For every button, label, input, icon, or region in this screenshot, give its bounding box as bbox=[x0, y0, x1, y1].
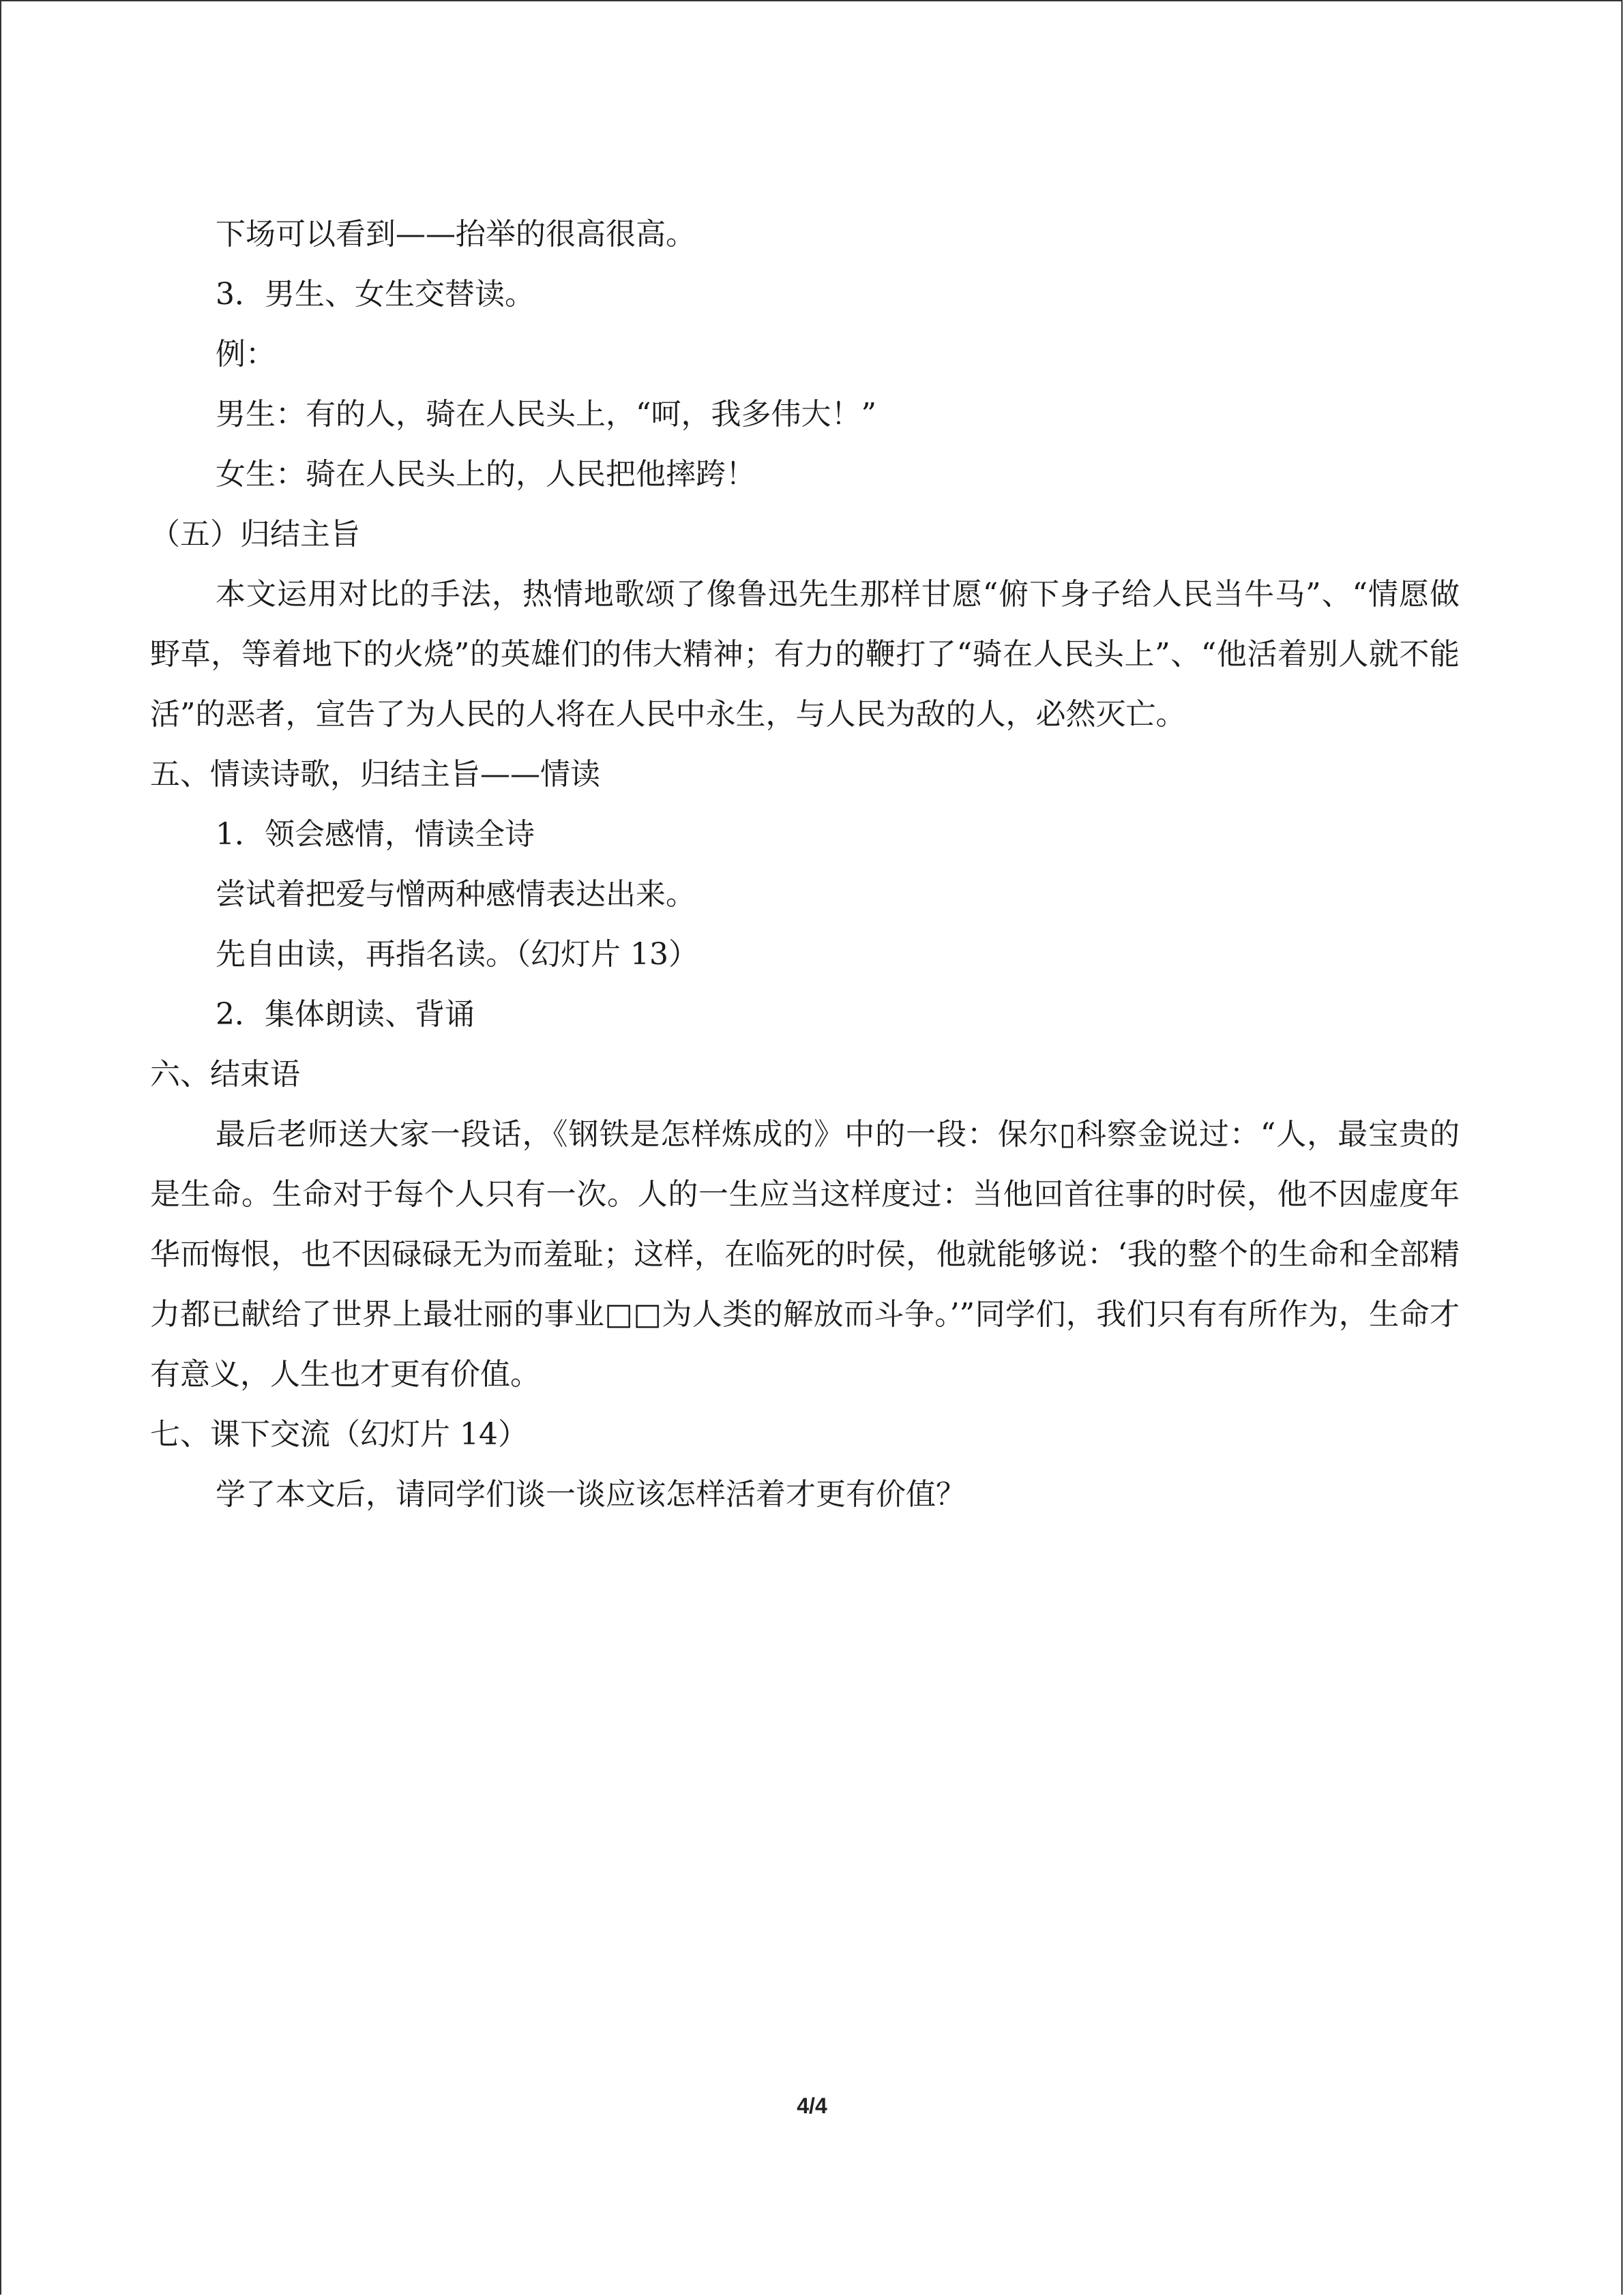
text-line: 2．集体朗读、背诵 bbox=[216, 997, 475, 1032]
text-line: 例： bbox=[216, 337, 276, 372]
section-heading: 五、情读诗歌，归结主旨——情读 bbox=[150, 757, 600, 792]
text-line: 尝试着把爱与憎两种感情表达出来。 bbox=[216, 877, 696, 912]
text-line: 先自由读，再指名读。（幻灯片 13） bbox=[216, 937, 698, 972]
text-line: 学了本文后，请同学们谈一谈应该怎样活着才更有价值？ bbox=[216, 1477, 966, 1512]
text-line: 下场可以看到——抬举的很高很高。 bbox=[216, 217, 696, 252]
text-line: 女生：骑在人民头上的，人民把他摔跨！ bbox=[216, 457, 756, 492]
section-heading: 六、结束语 bbox=[150, 1057, 300, 1092]
text-line: 3．男生、女生交替读。 bbox=[216, 277, 535, 312]
subsection-heading: （五）归结主旨 bbox=[150, 517, 360, 552]
section-heading: 七、课下交流（幻灯片 14） bbox=[150, 1417, 528, 1452]
summary-paragraph: 本文运用对比的手法，热情地歌颂了像鲁迅先生那样甘愿“俯下身子给人民当牛马”、“情愿做野草，等着地下的火烧”的英雄们的伟大精神；有力的鞭打了“骑在人民头上”、“他活着别人就不能活”的恶者，宣告了为人民的人将在人民中永生，与人民为敌的人，必然灭亡。 bbox=[150, 577, 1460, 732]
page-number: 4/4 bbox=[797, 2093, 827, 2118]
text-line: 男生：有的人，骑在人民头上，“呵，我多伟大！” bbox=[216, 397, 876, 432]
text-line: 1．领会感情，情读全诗 bbox=[216, 817, 535, 852]
closing-paragraph: 最后老师送大家一段话，《钢铁是怎样炼成的》中的一段：保尔▯科察金说过：“人，最宝贵的是生命。生命对于每个人只有一次。人的一生应当这样度过：当他回首往事的时侯，他不因虚度年华而悔恨，也不因碌碌无为而羞耻；这样，在临死的时侯，他就能够说：‘我的整个的生命和全部精力都已献给了世界上最壮丽的事业□□为人类的解放而斗争。’”同学们，我们只有有所作为，生命才有意义，人生也才更有价值。 bbox=[150, 1117, 1460, 1392]
document-body bbox=[150, 205, 1460, 1525]
